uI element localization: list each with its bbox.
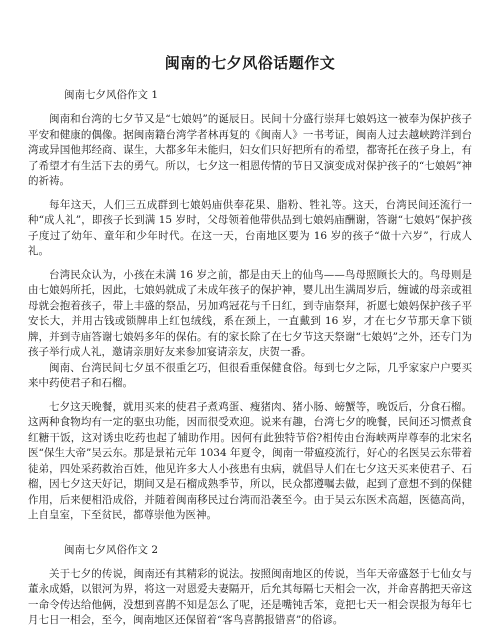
document-title: 闽南的七夕风俗话题作文 — [164, 54, 336, 72]
section-heading-2: 闽南七夕风俗作文 2 — [64, 543, 159, 556]
section-gap — [28, 532, 472, 542]
paragraph-1: 闽南和台湾的七夕节又是“七娘妈”的诞辰日。民间十分盛行崇拜七娘妈这一被奉为保护孩子平安和健康的偶像。据闽南籍台湾学者林再复的《闽南人》一书考证，闽南人过去越峡跨洋到台湾或异国他邦经商、谋生，大都多年未能归，妇女们只好把所有的希望，都寄托在孩子身上，有了希望才有生活下去的勇气。所以，七夕这一相恩传情的节日又演变成对保护孩子的“七娘妈”神的祈祷。 — [28, 113, 472, 187]
paragraph-2: 每年这天，人们三五成群到七娘妈庙供奉花果、脂粉、牲礼等。这天，台湾民间还流行一种“成人礼”，即孩子长到满 15 岁时，父母领着他带供品到七娘妈庙酬谢，答谢“七娘妈”保护孩子度过了幼年、童年和少年时代。在这一天，台南地区要为 16 岁的孩子“做十六岁”，行成人礼。 — [28, 198, 472, 257]
paragraph-3: 台湾民众认为，小孩在未满 16 岁之前，都是由天上的仙鸟——鸟母照顾长大的。鸟母则是由七娘妈所托，因此，七娘妈就成了未成年孩子的保护神，婴儿出生满周岁后，缠诚的母亲或祖母就会抱着孩子，带上丰盛的祭品，另加鸡冠花与千日红，到寺庙祭拜，祈愿七娘妈保护孩子平安长大，并用古钱或锁牌串上红包绒线，系在颈上，一直戴到 16 岁，才在七夕节那天拿下锁牌，并到寺庙答谢七娘妈多年的保佑。有的家长除了在七夕节这天祭谢“七娘妈”之外，还专门为孩子举行成人礼，邀请亲朋好友来参加宴请亲友，庆贺一番。 — [28, 268, 472, 358]
paragraph-section2: 关于七夕的传说，闽南还有其精彩的说法。按照闽南地区的传说，当年天帝盛怒于七仙女与董永成婚，以银河为界，将这一对恩爱夫妻隔开，后允其每隔七天相会一次，并命喜鹊把天帝这一命令传达给他俩，没想到喜鹊不知是怎么了呢，还是嘴钝舌笨，竟把七天一相会误报为每年七月七日一相会，至今，闽南地区还保留着“客鸟喜鹊报错喜”的俗谚。 — [28, 567, 472, 626]
paragraph-5: 七夕这天晚餐，就用买来的使君子煮鸡蛋、瘦猪肉、猪小肠、螃蟹等，晚饭后，分食石榴。这两种食物均有一定的驱虫功能，因而很受欢迎。说来有趣，台湾七夕的晚餐，民间还习惯煮食红糖干饭，这对诱虫吃药也起了辅助作用。因何有此独特节俗?相传由台海峡两岸尊奉的北宋名医“保生大帝”吴云东。那是景祐元年 1034 年夏令，闽南一带瘟疫流行，好心的名医吴云东带着徒弟，四处采药救治百姓，他见许多大人小孩患有虫病，就倡导人们在七夕这天买来使君子、石榴，因七夕这天好记，期间又是石榴成熟季节，所以，民众都遵嘱去做，起到了意想不到的保健作用，后来便相沿成俗，并随着闽南移民过台湾而沿袭至今。由于吴云东医术高超，医德高尚，上自皇室，下至贫民，都尊崇他为医神。 — [28, 400, 472, 521]
section-heading-1: 闽南七夕风俗作文 1 — [64, 89, 159, 101]
paragraph-4: 闽南、台湾民间七夕虽不很重乞巧，但很看重保健食俗。每到七夕之际，几乎家家户户要买来中药使君子和石榴。 — [28, 361, 472, 389]
